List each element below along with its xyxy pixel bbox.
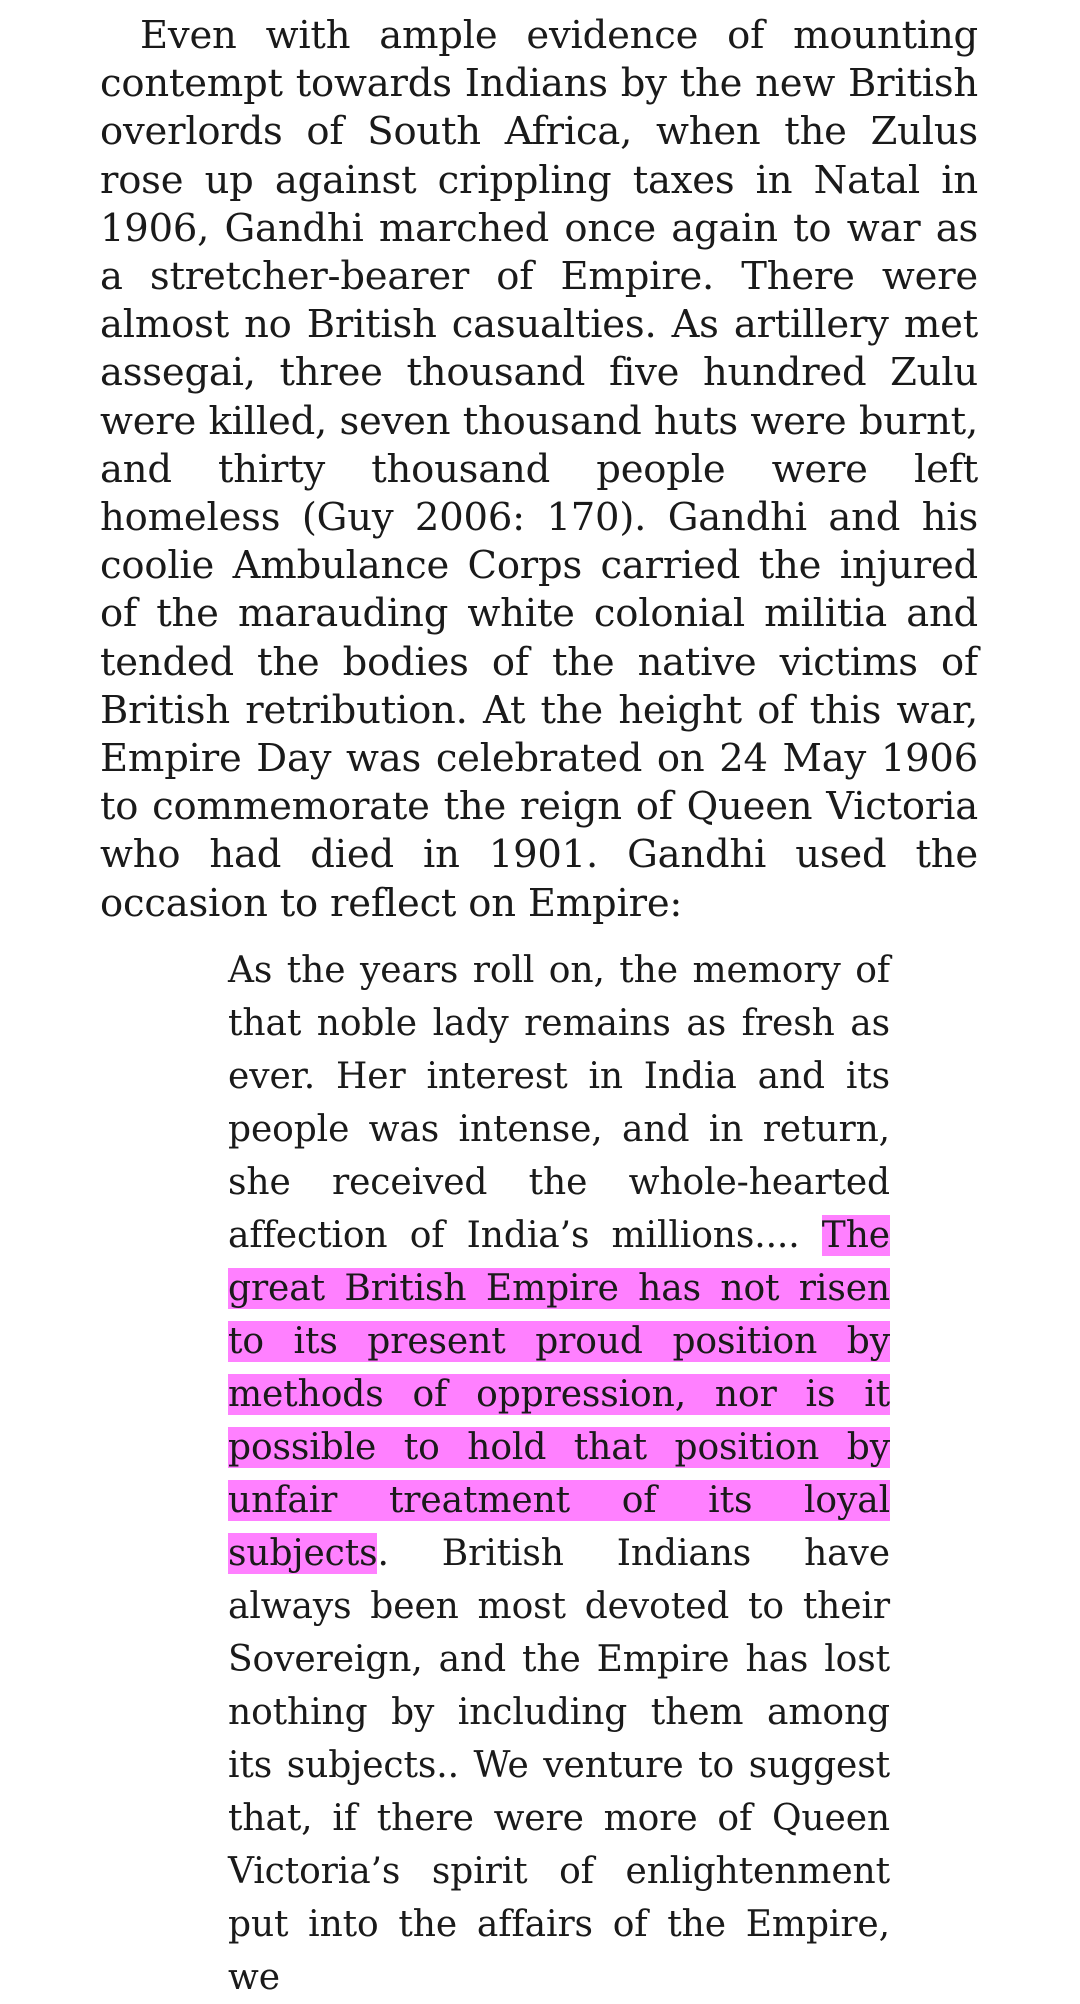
body-paragraph: Even with ample evidence of mounting contempt towards Indians by the new British overlords of South Africa, when the Zulus rose up against crippling taxes in Natal in 1906, Gandhi marched once again to war as a stretcher-bearer of Empire. There were almost no British casualties. As artillery met assegai, three thousand five hundred Zulu were killed, seven thousand huts were burnt, and thirty thousand people were left homeless (Guy 2006: 170). Gandhi and his coolie Ambulance Corps carried the injured of the marauding white colonial militia and tended the bodies of the native victims of British retribution. At the height of this war, Empire Day was celebrated on 24 May 1906 to commemorate the reign of Queen Victoria who had died in 1901. Gandhi used the occasion to reflect on Empire: [100, 13, 978, 926]
quote-text-after-highlight: . British Indians have always been most devoted to their Sovereign, and the Empire has lost nothing by including them among its subjects.. We venture to suggest that, if there were more of Queen Victoria’s spirit of enlightenment put into the affairs of the Empire, we [228, 1533, 890, 1998]
block-quote [228, 944, 890, 2004]
quote-text-before-highlight: As the years roll on, the memory of that noble lady remains as fresh as ever. Her interest in India and its people was intense, and in return, she received the whole-hearted affection of India’s millions.... [228, 950, 890, 1256]
highlighted-passage[interactable]: The great British Empire has not risen to its present proud position by methods of oppression, nor is it possible to hold that position by unfair treatment of its loyal subjects [228, 1215, 890, 1574]
